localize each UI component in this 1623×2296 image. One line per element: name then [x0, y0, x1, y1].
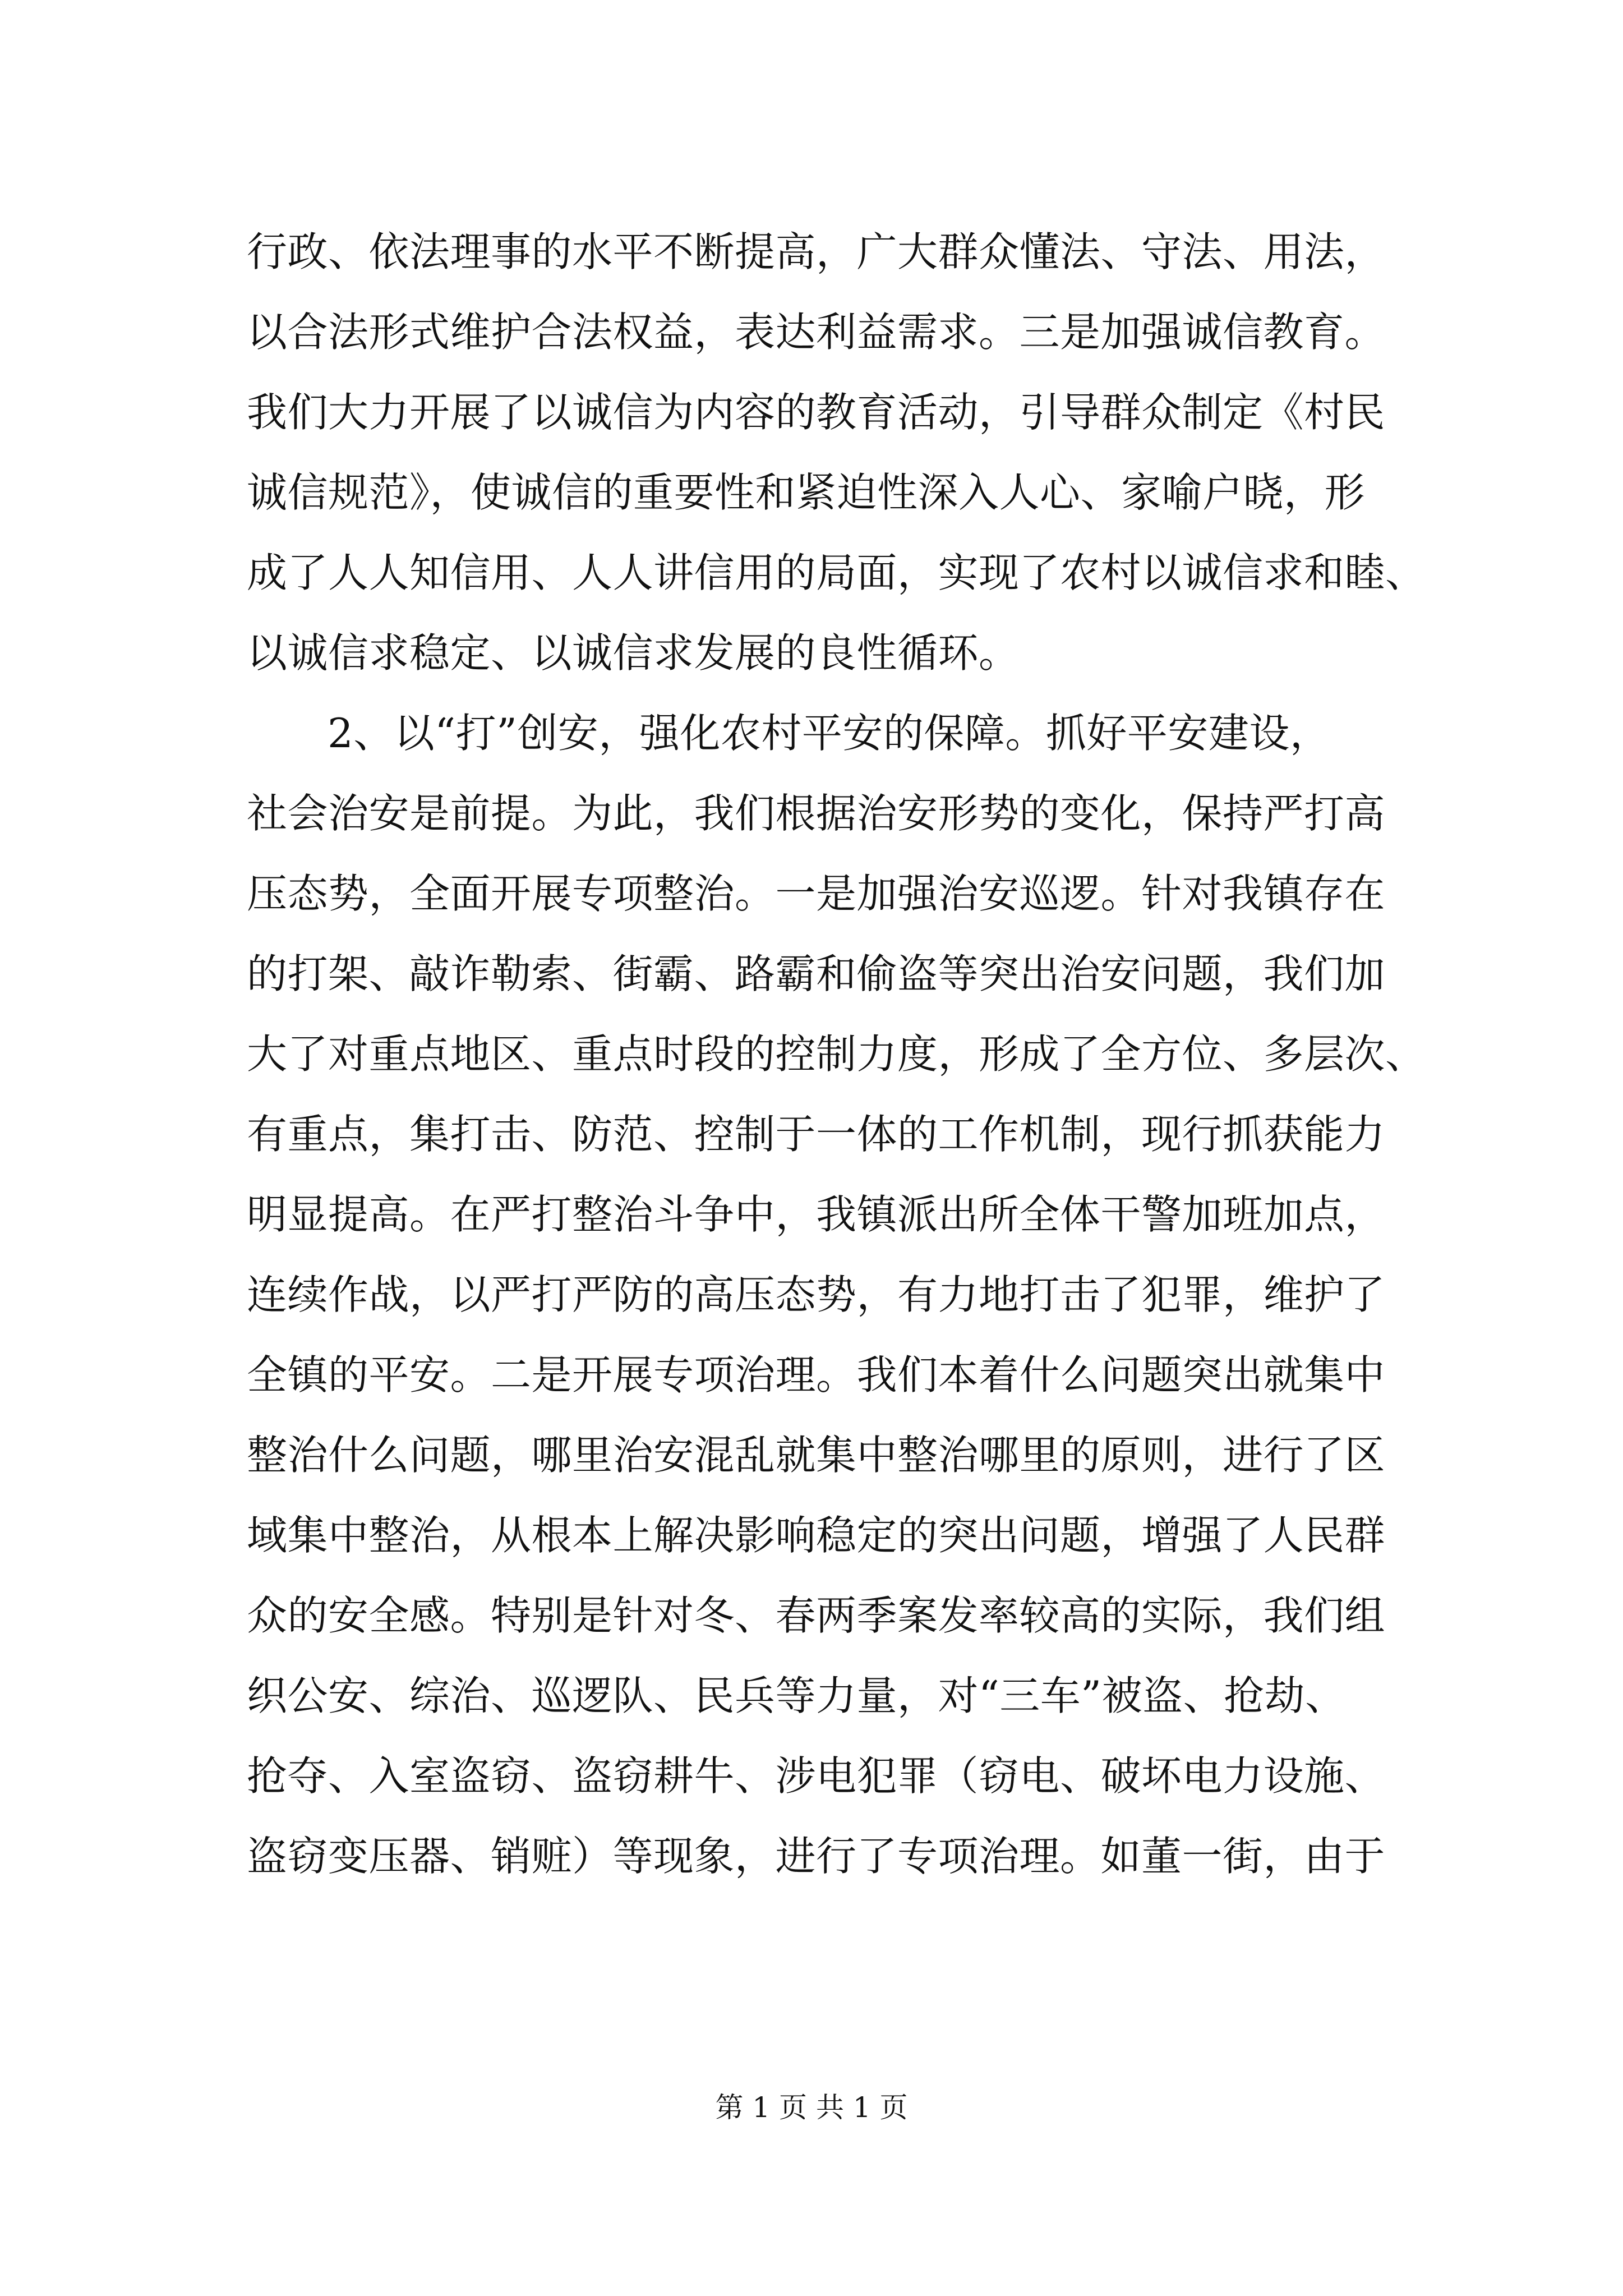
body-text [247, 212, 1426, 1897]
text-line: 众的安全感。特别是针对冬、春两季案发率较高的实际，我们组 [247, 1592, 1386, 1639]
text-line: 以合法形式维护合法权益，表达利益需求。三是加强诚信教育。 [247, 309, 1386, 356]
text-line: 明显提高。在严打整治斗争中，我镇派出所全体干警加班加点， [247, 1191, 1386, 1238]
text-line: 以诚信求稳定、以诚信求发展的良性循环。 [247, 629, 1020, 677]
text-line: 大了对重点地区、重点时段的控制力度，形成了全方位、多层次、 [247, 1030, 1426, 1078]
text-line: 压态势，全面开展专项整治。一是加强治安巡逻。针对我镇存在 [247, 870, 1386, 917]
text-line: 连续作战，以严打严防的高压态势，有力地打击了犯罪，维护了 [247, 1271, 1386, 1318]
text-line: 的打架、敲诈勒索、街霸、路霸和偷盗等突出治安问题，我们加 [247, 950, 1386, 997]
text-line: 域集中整治，从根本上解决影响稳定的突出问题，增强了人民群 [247, 1512, 1386, 1559]
paragraph-start-line: 2、以“打”创安，强化农村平安的保障。抓好平安建设， [328, 710, 1331, 757]
text-line: 全镇的平安。二是开展专项治理。我们本着什么问题突出就集中 [247, 1351, 1386, 1398]
text-line: 抢夺、入室盗窃、盗窃耕牛、涉电犯罪（窃电、破坏电力设施、 [247, 1752, 1386, 1800]
text-line: 我们大力开展了以诚信为内容的教育活动，引导群众制定《村民 [247, 389, 1386, 436]
text-line: 盗窃变压器、销赃）等现象，进行了专项治理。如董一街，由于 [247, 1833, 1386, 1880]
text-line: 诚信规范》，使诚信的重要性和紧迫性深入人心、家喻户晓，形 [247, 469, 1366, 516]
text-line: 有重点，集打击、防范、控制于一体的工作机制，现行抓获能力 [247, 1111, 1386, 1158]
text-line: 社会治安是前提。为此，我们根据治安形势的变化，保持严打高 [247, 790, 1386, 837]
text-line: 行政、依法理事的水平不断提高，广大群众懂法、守法、用法， [247, 228, 1386, 275]
text-line: 成了人人知信用、人人讲信用的局面，实现了农村以诚信求和睦、 [247, 549, 1426, 596]
text-line: 整治什么问题，哪里治安混乱就集中整治哪里的原则，进行了区 [247, 1432, 1386, 1479]
text-line: 织公安、综治、巡逻队、民兵等力量，对“三车”被盗、抢劫、 [247, 1672, 1346, 1719]
page-footer: 第 1 页 共 1 页 [715, 2091, 908, 2124]
